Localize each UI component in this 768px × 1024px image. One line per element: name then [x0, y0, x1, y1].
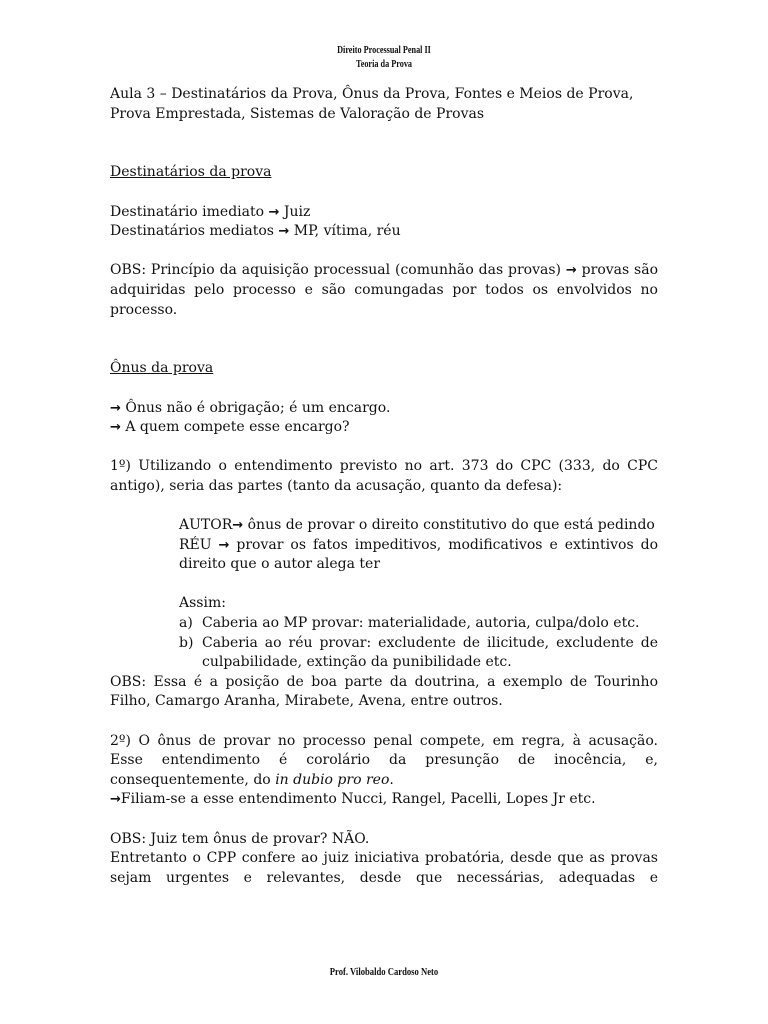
arrow-right-icon: → [565, 263, 577, 279]
course-subtitle: Teoria da Prova [355, 59, 413, 70]
document-header [69, 44, 699, 72]
first-position: 1º) Utilizando o entendimento previsto no art. 373 do CPC (333, do CPC antigo), seria das partes (tanto da acusação, quanto da defesa): [110, 458, 658, 494]
arrow-right-icon: → [110, 792, 121, 808]
course-title: Direito Processual Penal II [337, 45, 431, 56]
autor-onus: AUTOR→ ônus de provar o direito constitutivo do que está pedindo [179, 517, 655, 534]
arrow-right-icon: → [232, 518, 244, 534]
assim-label: Assim: [179, 595, 226, 612]
document-footer [69, 966, 699, 980]
reu-onus: RÉU → provar os fatos impeditivos, modificativos e extintivos do direito que o autor alega ter [179, 536, 658, 573]
list-item: b) Caberia ao réu provar: excludente de ilicitude, excludente de culpabilidade, extinção da punibilidade etc. [179, 634, 658, 671]
obs-doutrina: OBS: Essa é a posição de boa parte da doutrina, a exemplo de Tourinho Filho, Camargo Aranha, Mirabete, Avena, entre outros. [110, 673, 658, 710]
section-heading-destinatarios: Destinatários da prova [110, 164, 272, 181]
document-body [110, 85, 658, 888]
filiam-se: →Filiam-se a esse entendimento Nucci, Rangel, Pacelli, Lopes Jr etc. [110, 791, 596, 808]
section-heading-onus: Ônus da prova [110, 360, 214, 377]
entretanto-paragraph: Entretanto o CPP confere ao juiz iniciativa probatória, desde que as provas sejam urgentes e relevantes, desde que necessárias, adequadas e [110, 850, 658, 886]
onus-point-2: → A quem compete esse encargo? [110, 419, 350, 436]
arrow-right-icon: → [268, 204, 280, 220]
destinatario-imediato: Destinatário imediato → Juiz [110, 203, 311, 220]
second-position: 2º) O ônus de provar no processo penal compete, em regra, à acusação. Esse entendimento é corolário da presunção de inocência, e, consequentemente, do in dubio pro reo. [110, 732, 658, 788]
lesson-title: Aula 3 – Destinatários da Prova, Ônus da Prova, Fontes e Meios de Prova, Prova Emprestada, Sistemas de Valoração de Provas [110, 86, 634, 122]
onus-point-1: → Ônus não é obrigação; é um encargo. [110, 399, 391, 416]
arrow-right-icon: → [110, 420, 121, 436]
arrow-right-icon: → [110, 400, 121, 416]
author-name: Prof. Vilobaldo Cardoso Neto [329, 967, 439, 978]
obs-juiz: OBS: Juiz tem ônus de provar? NÃO. [110, 830, 370, 847]
obs-aquisicao-processual: OBS: Princípio da aquisição processual (comunhão das provas) → provas são adquiridas pelo processo e são comungadas por todos os envolvidos no processo. [110, 262, 659, 318]
arrow-right-icon: → [218, 537, 230, 553]
arrow-right-icon: → [278, 224, 290, 240]
destinatarios-mediatos: Destinatários mediatos → MP, vítima, réu [110, 223, 401, 240]
list-item: a) Caberia ao MP provar: materialidade, autoria, culpa/dolo etc. [179, 615, 640, 632]
